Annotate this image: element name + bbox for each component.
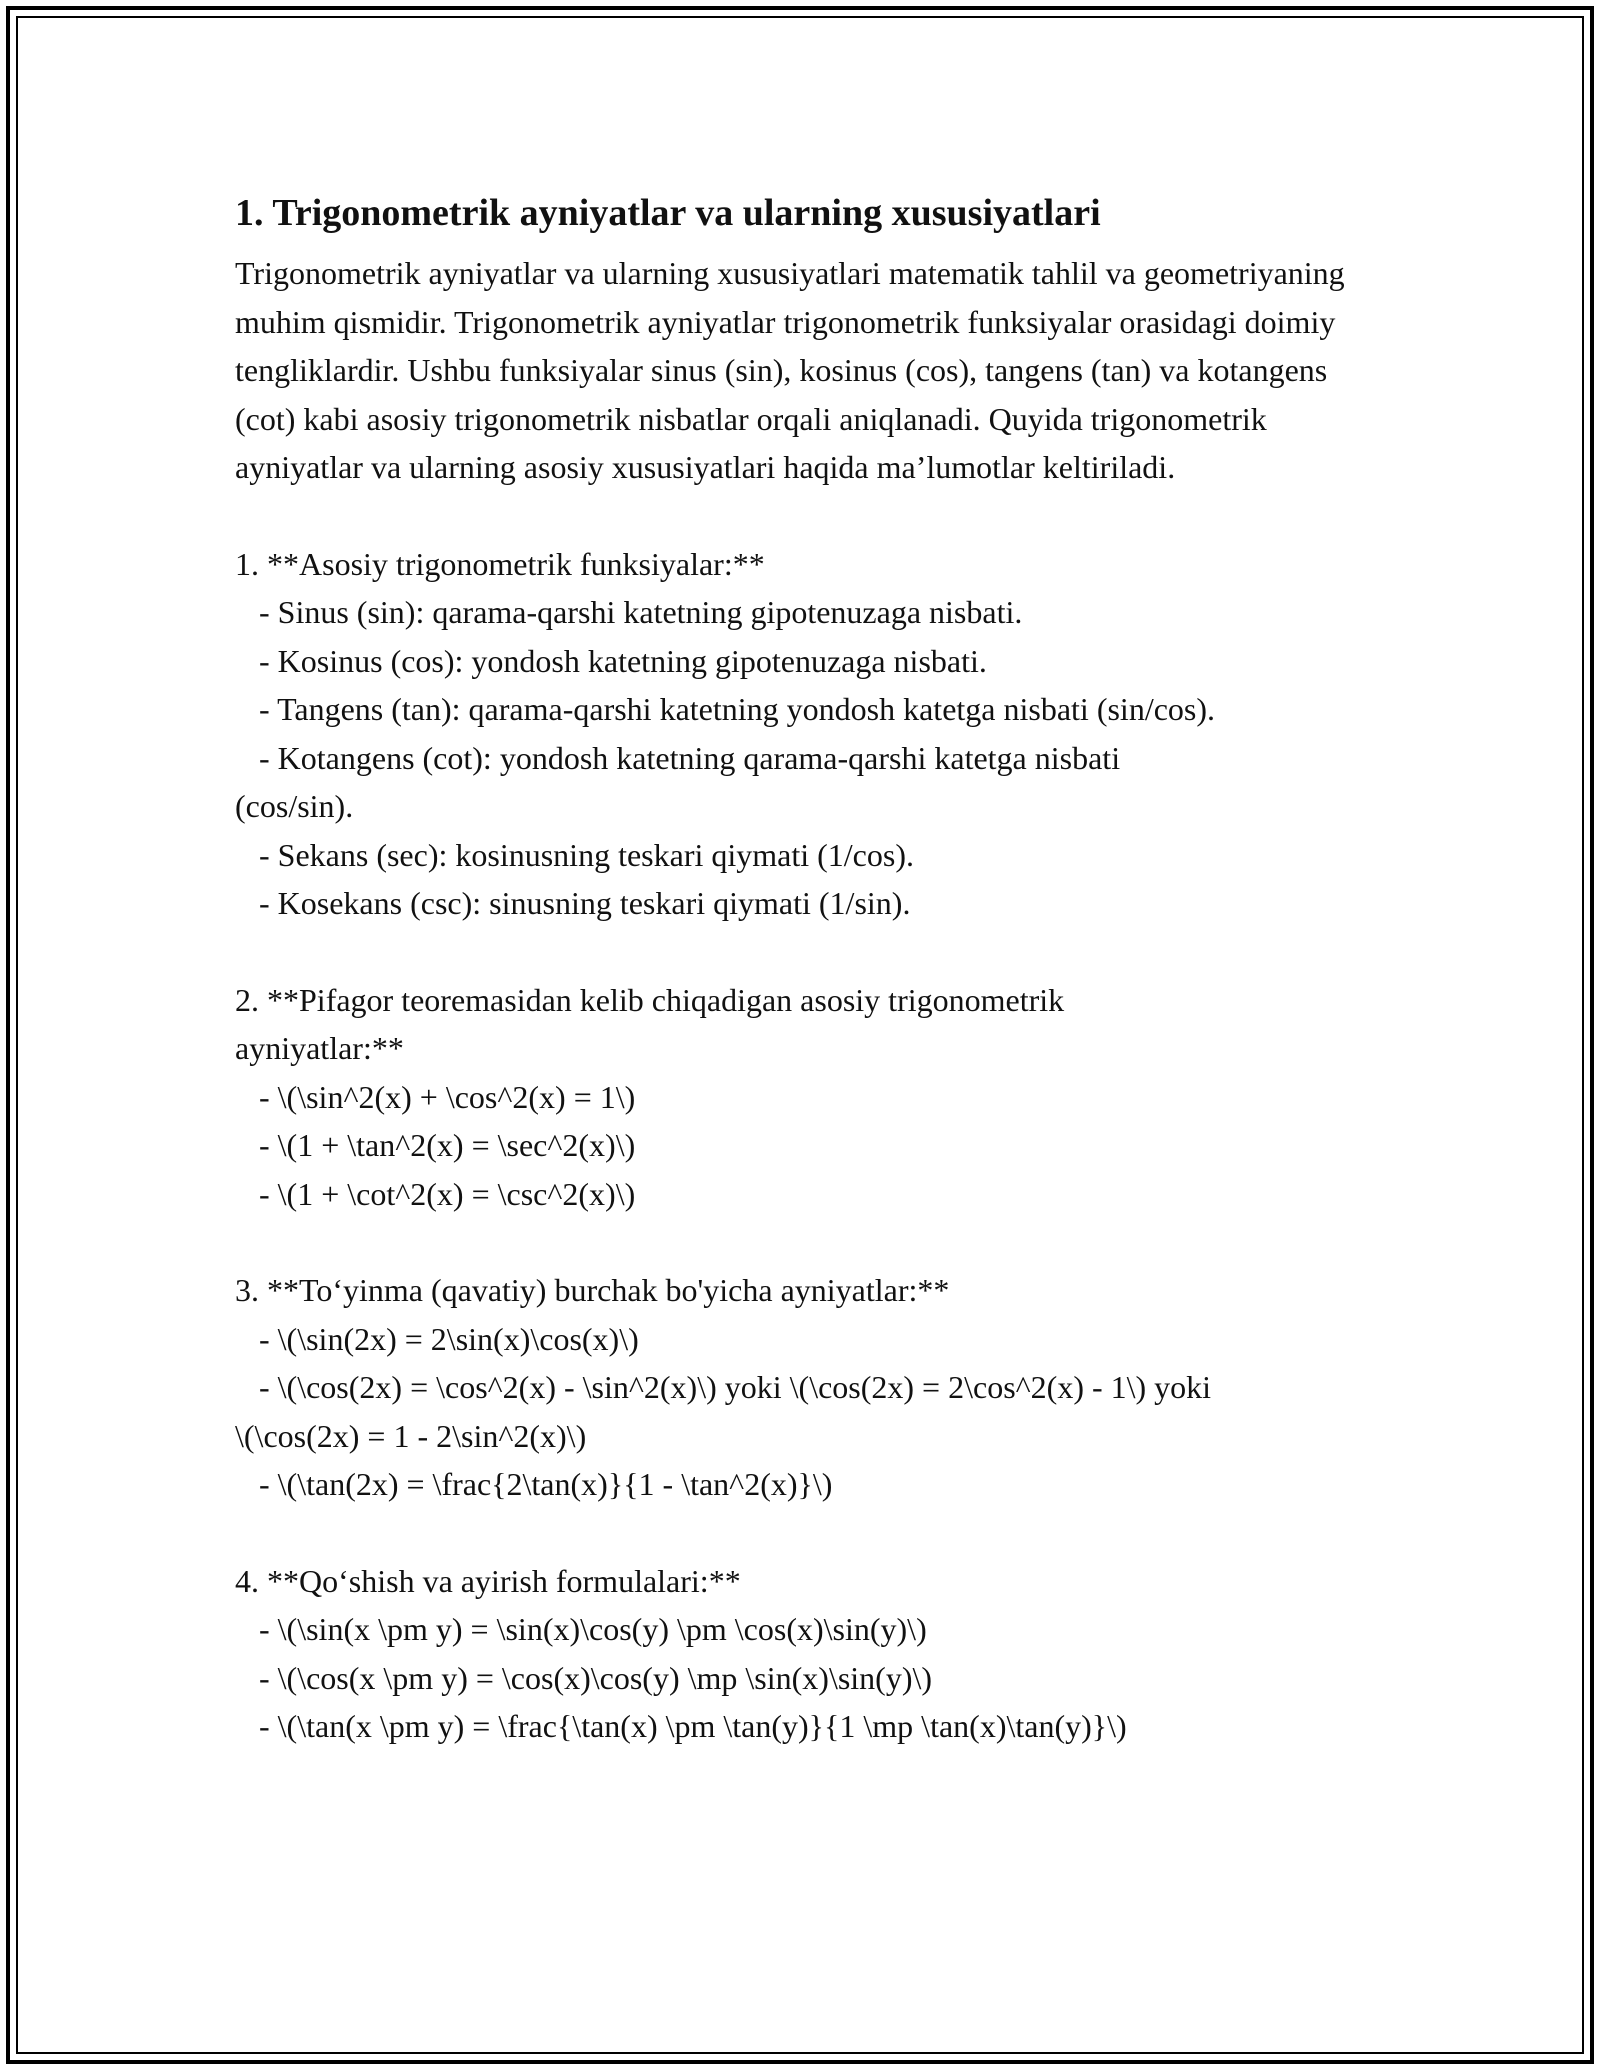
list-item: - \(1 + \cot^2(x) = \csc^2(x)\) (235, 1175, 636, 1212)
list-item: - \(\cos(2x) = \cos^2(x) - \sin^2(x)\) yoki \(\cos(2x) = 2\cos^2(x) - 1\) yoki (235, 1369, 1212, 1405)
section-heading: 4. **Qo‘shish va ayirish formulalari:** (235, 1562, 741, 1599)
section-pythagorean-identities (235, 976, 1385, 1219)
list-item: - \(\tan(x \pm y) = \frac{\tan(x) \pm \tan(y)}{1 \mp \tan(x)\tan(y)}\) (235, 1708, 1127, 1744)
list-item: - \(\sin^2(x) + \cos^2(x) = 1\) (235, 1078, 636, 1115)
list-item: - Kosekans (csc): sinusning teskari qiymati (1/sin). (235, 885, 911, 921)
document-title: 1. Trigonometrik ayniyatlar va ularning xususiyatlari (235, 192, 1101, 234)
list-item-continuation: (cos/sin). (235, 788, 354, 824)
intro-paragraph: Trigonometrik ayniyatlar va ularning xususiyatlari matematik tahlil va geometriyaning muhim qismidir. Trigonometrik ayniyatlar trigonometrik funksiyalar orasidagi doimiy tengliklardir. Ushbu funksiyalar sinus (sin), kosinus (cos), tangens (tan) va kotangens (cot) kabi asosiy trigonometrik nisbatlar orqali aniqlanadi. Quyida trigonometrik ayniyatlar va ularning asosiy xususiyatlari haqida ma’lumotlar keltiriladi. (235, 255, 1345, 485)
list-item: - \(\cos(x \pm y) = \cos(x)\cos(y) \mp \sin(x)\sin(y)\) (235, 1659, 933, 1696)
section-double-angle (235, 1266, 1385, 1509)
section-heading-continuation: ayniyatlar:** (235, 1030, 404, 1066)
section-heading: 1. **Asosiy trigonometrik funksiyalar:** (235, 545, 765, 582)
section-basic-functions (235, 540, 1385, 928)
list-item: - Kotangens (cot): yondosh katetning qarama-qarshi katetga nisbati (235, 739, 1121, 776)
section-heading: 3. **To‘yinma (qavatiy) burchak bo'yicha ayniyatlar:** (235, 1272, 950, 1308)
list-item: - Sekans (sec): kosinusning teskari qiymati (1/cos). (235, 836, 914, 873)
list-item: - Kosinus (cos): yondosh katetning gipotenuzaga nisbati. (235, 642, 987, 679)
list-item: - \(\sin(x \pm y) = \sin(x)\cos(y) \pm \cos(x)\sin(y)\) (235, 1611, 927, 1647)
list-item: - Tangens (tan): qarama-qarshi katetning yondosh katetga nisbati (sin/cos). (235, 691, 1216, 727)
list-item: - \(\tan(2x) = \frac{2\tan(x)}{1 - \tan^2(x)}\) (235, 1466, 833, 1502)
section-sum-difference (235, 1557, 1385, 1751)
document-body (235, 185, 1385, 1751)
list-item-continuation: \(\cos(2x) = 1 - 2\sin^2(x)\) (235, 1417, 587, 1454)
list-item: - \(\sin(2x) = 2\sin(x)\cos(x)\) (235, 1320, 639, 1357)
list-item: - \(1 + \tan^2(x) = \sec^2(x)\) (235, 1127, 636, 1163)
section-heading: 2. **Pifagor teoremasidan kelib chiqadigan asosiy trigonometrik (235, 981, 1065, 1018)
list-item: - Sinus (sin): qarama-qarshi katetning gipotenuzaga nisbati. (235, 594, 1023, 630)
